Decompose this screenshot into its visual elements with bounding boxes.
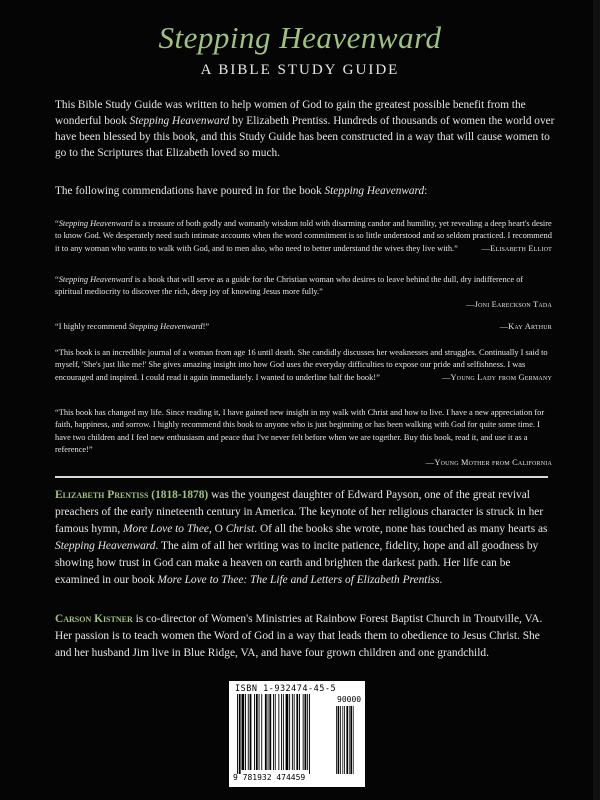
book-subtitle: A BIBLE STUDY GUIDE <box>200 62 400 78</box>
barcode-bar <box>237 694 238 774</box>
barcode-bar <box>303 694 304 770</box>
bio-text: . The aim of all her writing was to incite patience, fidelity, hope and all goodness by showing how trust in God can make a heaven on earth and brighten the darkest path. Her life can be examined in our book <box>55 540 539 586</box>
barcode-bar <box>296 694 298 770</box>
barcode-bar <box>248 694 249 770</box>
quote-author: —Young Mother from California <box>425 457 552 467</box>
barcode-bar <box>245 694 246 770</box>
book-title: Stepping Heavenward <box>158 20 442 55</box>
bio-name: Elizabeth Prentiss (1818-1878) <box>55 489 209 501</box>
barcode-bar <box>239 694 241 774</box>
quote-book-title: Stepping Heavenward <box>128 322 203 331</box>
quote-text: is a treasure of both godly and womanly wisdom told with disarming candor and humility, yet revealing a deep heart's desire to know God. We desperately need such intimate accounts when the word commitment is so little understood and so seldom practiced. I recommend it to any woman who wants to walk with God, and to men also, who need to better understand the wives they live with.” <box>55 219 552 253</box>
barcode-bar <box>299 694 300 770</box>
quote-open: “ <box>55 275 59 284</box>
quote-open: “I highly recommend <box>55 322 129 331</box>
quote-author: —Kay Arthur <box>499 322 552 331</box>
commendation-tada <box>55 274 552 311</box>
bio-name: Carson Kistner <box>55 613 133 625</box>
barcode-bar <box>305 694 307 770</box>
barcode-bar <box>283 694 284 770</box>
spine-edge <box>593 0 600 800</box>
bio-book-title-2: More Love to Thee: The Life and Letters of Elizabeth Prentiss <box>157 574 440 586</box>
quote-text: “This book is an incredible journal of a woman from age 16 until death. She candidly discusses her weaknesses and struggles. Continually I said to myself, 'She's just like me!' She gives amazing insight into how God uses the everyday difficulties to expose our pride and selfishness. I was encouraged and inspired. I could read it again immediately. I wanted to underline half the book!” <box>55 348 548 382</box>
quote-book-title: Stepping Heavenward <box>58 275 133 284</box>
bio-text: , O <box>208 523 226 535</box>
barcode-bar <box>273 694 274 770</box>
quote-author: —Elisabeth Elliot <box>481 243 552 253</box>
quote-text: “This book has changed my life. Since reading it, I have gained new insight in my walk with Christ and how to live. I have a new appreciation for faith, happiness, and sorrow. I highly recommend this book to anyone who is just beginning or has been walking with God for quite some time. I have two children and I feel new enthusiasm and peace that I've never felt before when we are together. Buy this book, read it, and use it as a reference!” <box>55 408 545 455</box>
barcode-addon-bar <box>353 706 354 774</box>
quote-author: —Joni Eareckson Tada <box>466 299 552 309</box>
bio-text: was the youngest daughter of Edward Payson, one of the great revival preachers of the early nineteenth century in America. The keynote of her religious character is struck in her famous hymn, <box>55 489 544 535</box>
lead-book-title: Stepping Heavenward <box>324 185 425 197</box>
bio-prentiss <box>55 487 555 589</box>
commendation-california <box>55 407 552 469</box>
lead-text-2: : <box>424 185 428 197</box>
barcode-bar <box>275 694 276 770</box>
barcode-bar <box>309 694 310 774</box>
bio-text: . Of all the books she wrote, none has touched as many hearts as <box>254 523 548 535</box>
bio-book-title: Stepping Heavenward <box>55 540 156 552</box>
barcode-bar <box>268 694 269 770</box>
barcode-bar <box>269 694 271 770</box>
quote-text: is a book that will serve as a guide for the Christian woman who desires to leave behind the dull, dry indifference of spiritual mediocrity to discover the rich, deep joy of knowing Jesus more fully.” <box>55 275 524 297</box>
commendation-arthur <box>55 321 552 333</box>
intro-book-title: Stepping Heavenward <box>129 115 230 127</box>
intro-text-1: This Bible Study Guide was written to help women of God to gain the greatest possible benefit from the wonderful book <box>55 99 526 127</box>
barcode-bar <box>256 694 258 770</box>
section-divider <box>55 476 548 478</box>
barcode-number: 9 781932 474459 <box>233 773 306 782</box>
bio-kistner <box>55 611 555 662</box>
barcode-addon-bar <box>344 706 345 774</box>
barcode-addon-bar <box>342 706 343 774</box>
barcode-addon-bar <box>340 706 341 774</box>
commendations-lead <box>55 183 555 199</box>
barcode-bar <box>242 694 245 770</box>
bio-text: is co-director of Women's Ministries at Rainbow Forest Baptist Church in Troutville, VA. Her passion is to teach women the Word of God in a way that leads them to obedience to Jesus Christ. She and her husband Jim live in Blue Ridge, VA, and have four grown children and one grandchild. <box>55 613 543 659</box>
barcode-bar <box>265 694 267 770</box>
barcode-addon-bar <box>349 706 350 774</box>
barcode-bar <box>278 694 279 770</box>
barcode-bar <box>259 694 260 770</box>
hymn-title-end: Christ <box>225 523 255 535</box>
quote-open: “ <box>55 219 59 228</box>
commendation-elliot <box>55 218 552 255</box>
intro-paragraph <box>55 97 555 161</box>
barcode <box>229 681 365 787</box>
barcode-bar <box>289 694 290 770</box>
commendation-germany <box>55 347 552 384</box>
barcode-bar <box>286 694 289 770</box>
quote-author: —Young Lady from Germany <box>441 372 552 382</box>
barcode-addon-bar <box>338 706 340 774</box>
barcode-bar <box>294 694 295 770</box>
barcode-bar <box>254 694 255 770</box>
barcode-addon-bar <box>346 706 348 774</box>
lead-text-1: The following commendations have poured in for the book <box>55 185 325 197</box>
barcode-addon-bar <box>336 706 337 774</box>
hymn-title: More Love to Thee <box>123 523 209 535</box>
intro-text-2: by Elizabeth Prentiss. Hundreds of thousands of women the world over have been blessed by this book, and this Study Guide has been constructed in a way that will cause women to go to the Scriptures that Elizabeth loved so much. <box>55 115 555 159</box>
barcode-bar <box>250 694 252 770</box>
barcode-bar <box>292 694 293 770</box>
quote-text: !” <box>202 322 210 331</box>
barcode-bars <box>235 694 361 774</box>
barcode-bar <box>281 694 282 770</box>
price-code: 90000 <box>337 695 362 704</box>
barcode-bar <box>307 694 308 770</box>
quote-book-title: Stepping Heavenward <box>58 219 133 228</box>
isbn-label: ISBN 1-932474-45-5 <box>235 684 337 694</box>
bio-text: . <box>439 574 443 586</box>
barcode-bar <box>261 694 262 770</box>
barcode-addon-bar <box>350 706 352 774</box>
